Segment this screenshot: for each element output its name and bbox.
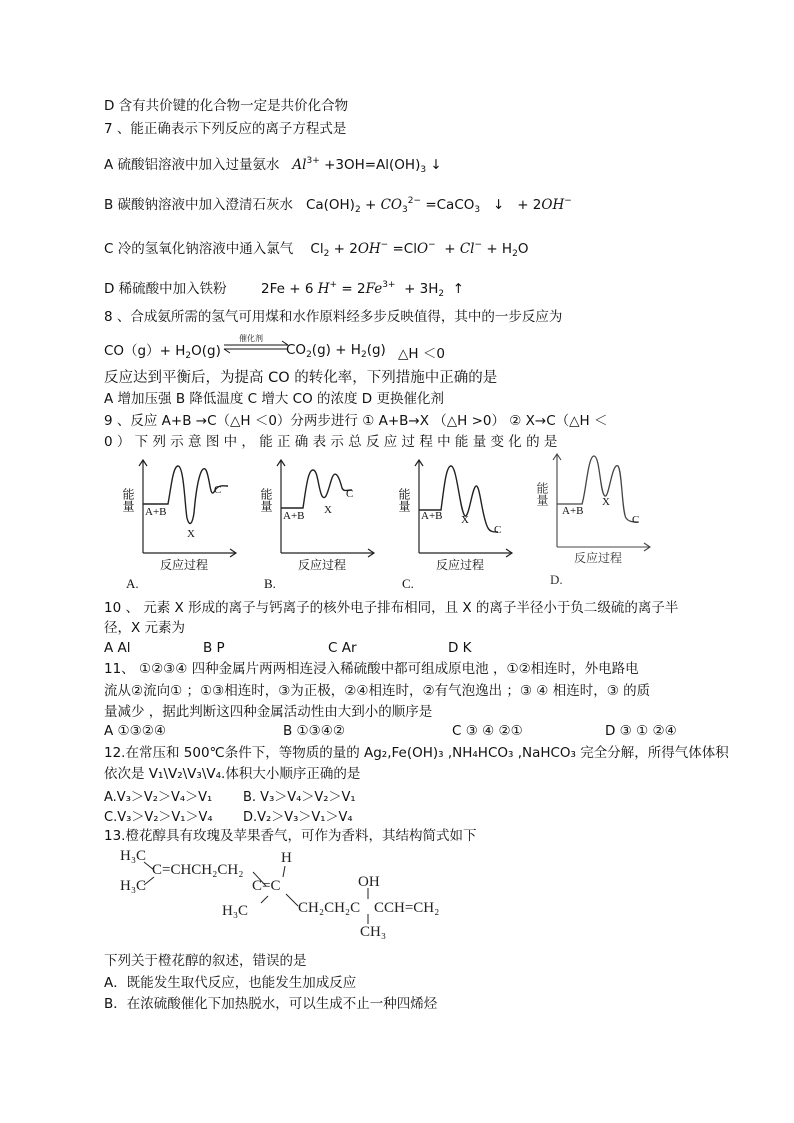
methyl-branch: CH₃ bbox=[360, 924, 387, 940]
q10-option-a: A Al bbox=[104, 640, 131, 656]
end-label: C bbox=[346, 488, 354, 500]
start-label: A+B bbox=[145, 506, 167, 518]
q11-option-c: C ③ ④ ②① bbox=[452, 723, 523, 739]
chain-2: CH₂CH₂C bbox=[298, 900, 361, 916]
question-12-line1: 12.在常压和 500℃条件下，等物质的量的 Ag₂,Fe(OH)₃ ,NH₄HCO₃ ,NaHCO₃ 完全分解，所得气体体积 bbox=[104, 745, 729, 761]
q13-question: 下列关于橙花醇的叙述，错误的是 bbox=[104, 953, 307, 969]
q12-option-a: A.V₃＞V₂＞V₄＞V₁ bbox=[104, 790, 213, 805]
double-bond-cc: C=C bbox=[252, 878, 281, 894]
option-label: A. bbox=[126, 576, 139, 591]
question-11-line3: 量减少 ，据此判断这四种金属活动性由大到小的顺序是 bbox=[104, 704, 433, 720]
catalyst-label: 催化剂 bbox=[239, 334, 263, 343]
intermediate-label: X bbox=[461, 514, 469, 526]
question-9-line1: 9 、反应 A+B →C（△H ＜0）分两步进行 ① A+B→X （△H >0） ② X→C（△H ＜ bbox=[104, 413, 608, 429]
chain-3: CCH=CH₂ bbox=[374, 900, 440, 916]
hydrogen: H bbox=[281, 850, 292, 866]
q8-delta-h: △H ＜0 bbox=[398, 346, 445, 362]
option-label: D. bbox=[550, 572, 563, 587]
question-9-line2: 0 ） 下 列 示 意 图 中 ， 能 正 确 表 示 总 反 应 过 程 中 能 量 变 化 的 是 bbox=[104, 434, 558, 450]
q11-option-d: D ③ ① ②④ bbox=[605, 723, 677, 739]
intermediate-label: X bbox=[324, 504, 332, 516]
question-13: 13.橙花醇具有玫瑰及苹果香气，可作为香料，其结构简式如下 bbox=[104, 828, 477, 844]
start-label: A+B bbox=[562, 505, 584, 517]
y-axis-label: 能量 bbox=[259, 488, 273, 512]
q13-option-a: A．既能发生取代反应，也能发生加成反应 bbox=[104, 975, 357, 991]
q10-option-b: B P bbox=[203, 640, 225, 656]
question-12-line2: 依次是 V₁\V₂\V₃\V₄.体积大小顺序正确的是 bbox=[104, 766, 361, 782]
methyl-low: H₃C bbox=[222, 903, 249, 919]
start-label: A+B bbox=[421, 510, 443, 522]
methyl-top: H₃C bbox=[120, 848, 147, 864]
q11-option-a: A ①③②④ bbox=[104, 723, 166, 739]
y-axis-label: 能量 bbox=[535, 482, 549, 506]
q10-option-d: D K bbox=[448, 640, 472, 656]
q11-option-b: B ①③④② bbox=[283, 723, 345, 739]
q13-option-b: B．在浓硫酸催化下加热脱水，可以生成不止一种四烯烃 bbox=[104, 996, 438, 1012]
q7-option-d: D 稀硫酸中加入铁粉 2Fe + 6 $H^+ = 2Fe^{3+} + 3H_2$ ↑ bbox=[104, 280, 465, 299]
hydroxyl: OH bbox=[358, 874, 380, 890]
intermediate-label: X bbox=[602, 496, 610, 508]
x-axis-label: 反应过程 bbox=[574, 551, 623, 565]
intermediate-label: X bbox=[187, 528, 195, 540]
end-label: C bbox=[632, 514, 640, 526]
question-8: 8 、合成氨所需的氢气可用煤和水作原料经多步反映值得，其中的一步反应为 bbox=[104, 309, 563, 325]
x-axis-label: 反应过程 bbox=[298, 558, 347, 572]
question-10-line1: 10 、 元素 X 形成的离子与钙离子的核外电子排布相同，且 X 的离子半径小于负二级硫的离子半 bbox=[104, 600, 679, 616]
start-label: A+B bbox=[283, 510, 305, 522]
end-label: C bbox=[214, 484, 222, 496]
reversible-arrow bbox=[222, 336, 290, 356]
q12-option-c: C.V₃＞V₂＞V₁＞V₄ bbox=[104, 810, 213, 825]
energy-diagram-d bbox=[532, 452, 657, 591]
energy-diagram-b bbox=[256, 458, 381, 597]
q7-option-c: C 冷的氢氧化钠溶液中通入氯气 $Cl_2 + 2OH^- =ClO^- + Cl^- + H_2O$ bbox=[104, 240, 529, 259]
q7-option-b: B 碳酸钠溶液中加入澄清石灰水 $Ca(OH)_2 + CO_3^{2-}$ =CaCO$_3$ ↓ + 2OH− bbox=[104, 196, 572, 215]
q8-equation: $CO(g)+ H_2O(g)$ bbox=[104, 343, 221, 361]
q7-option-a: A 硫酸铝溶液中加入过量氨水 $Al^{3+} +3OH=Al(OH)_3$ ↓ bbox=[104, 156, 442, 175]
q12-option-d: D.V₂＞V₃＞V₁＞V₄ bbox=[243, 810, 353, 825]
q8-options: A 增加压强 B 降低温度 C 增大 CO 的浓度 D 更换催化剂 bbox=[104, 391, 444, 407]
question-11-line1: 11、 ①②③④ 四种金属片两两相连浸入稀硫酸中都可组成原电池 ，①②相连时，外电路电 bbox=[104, 661, 639, 677]
q10-option-c: C Ar bbox=[328, 640, 357, 656]
question-11-line2: 流从②流向① ；①③相连时，③为正极，②④相连时，②有气泡逸出 ；③ ④ 相连时，③ 的质 bbox=[104, 683, 651, 699]
option-label: B. bbox=[264, 576, 276, 591]
x-axis-label: 反应过程 bbox=[436, 558, 485, 572]
linalool-structure bbox=[120, 848, 440, 948]
question-10-line2: 径，X 元素为 bbox=[104, 620, 186, 636]
option-label: C. bbox=[402, 576, 414, 591]
chain-1: C=CHCH₂CH₂ bbox=[152, 862, 244, 878]
y-axis-label: 能量 bbox=[397, 488, 411, 512]
end-label: C bbox=[494, 524, 502, 536]
energy-diagram-c bbox=[394, 458, 519, 597]
methyl-mid: H₃C bbox=[120, 878, 147, 894]
q8-question: 反应达到平衡后，为提高 CO 的转化率，下列措施中正确的是 bbox=[104, 370, 498, 386]
x-axis-label: 反应过程 bbox=[160, 558, 209, 572]
energy-diagram-a bbox=[118, 458, 243, 597]
q8-equation-right: $CO_2(g) + H_2(g)$ bbox=[286, 342, 386, 360]
y-axis-label: 能量 bbox=[121, 488, 135, 512]
question-7: 7 、能正确表示下列反应的离子方程式是 bbox=[104, 121, 347, 137]
q12-option-b: B. V₃＞V₄＞V₂＞V₁ bbox=[243, 790, 356, 805]
prev-option-d: D 含有共价键的化合物一定是共价化合物 bbox=[104, 98, 349, 114]
